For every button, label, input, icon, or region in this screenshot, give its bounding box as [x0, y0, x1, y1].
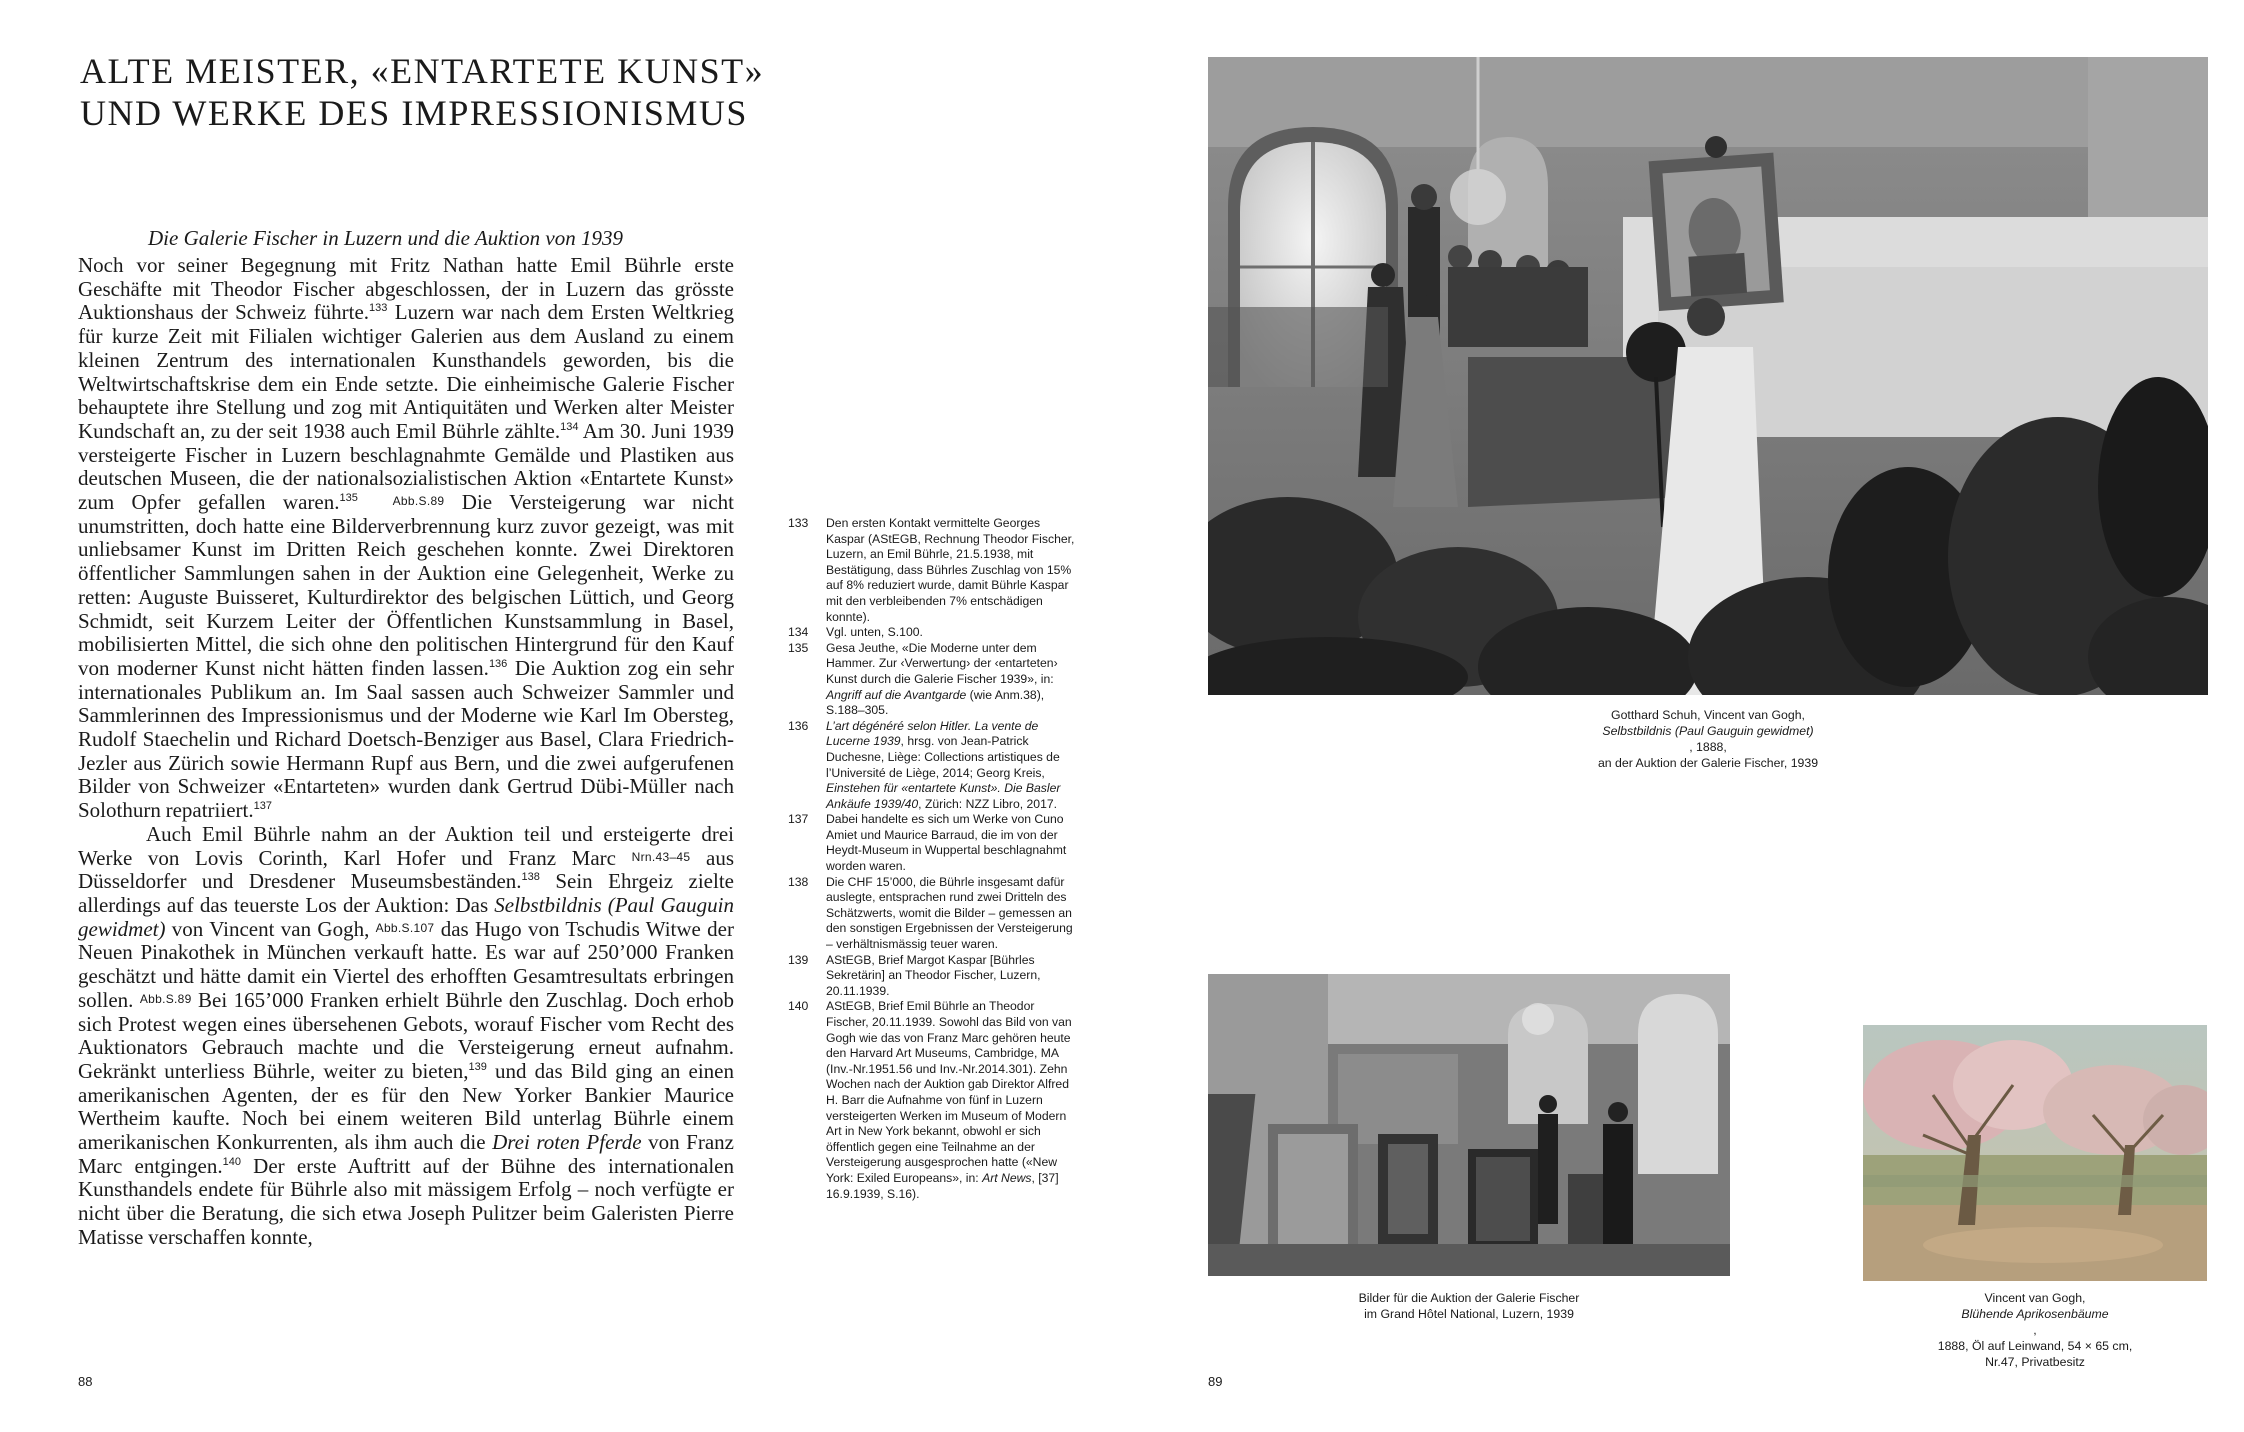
text-run: AStEGB, Brief Emil Bührle an Theodor Fischer, 20.11.1939. Sowohl das Bild von van Gogh wie das von Franz Marc gehören heute den Harvard Art Museums, Cambridge, MA (Inv.-Nr.1951.56 und Inv.-Nr.2014.301). Zehn Wochen nach der Auktion gab Direktor Alfred H. Barr die Aufnahme von fünf in Luzern versteigerten Werken im Museum of Modern Art in New York bekannt, obwohl er sich öffentlich gegen eine Teilnahme an der Versteigerung ausgesprochen hatte («New York: Exiled Europeans», in:: [826, 999, 1072, 1185]
text-run: (wie Anm.38), S.188–305.: [826, 687, 1045, 718]
chapter-title-line-2: UND WERKE DES IMPRESSIONISMUS: [80, 93, 748, 133]
footnote-number: 137: [788, 812, 809, 827]
artwork-title: Blühende Aprikosenbäume: [1961, 1307, 2109, 1321]
text-run: von Franz Marc entgingen.: [78, 1130, 734, 1178]
text-run: aus Düsseldorfer und Dresdener Museumsbeständen.: [78, 845, 734, 894]
footnote-text: [826, 719, 1076, 813]
auction-photo-drawing: [1208, 57, 2208, 695]
text-run: Die Auktion zog ein sehr internationales Publikum an. Im Saal sassen auch Schweizer Sammler und Sammlerinnen des Impressionismus und der Moderne wie Karl Im Obersteg, Rudolf Staechelin und Richard Doetsch-Benziger aus Basel, Clara Friedrich-Jezler aus Zürich sowie Hermann Rupf aus Bern, und die zwei aufgerufenen Bilder von Schweizer «Entarteten» wurden dank Gertrud Dübi-Müller nach Solothurn repatriiert.: [78, 655, 734, 823]
text-run: Gesa Jeuthe, «Die Moderne unter dem Hammer. Zur ‹Verwertung› der ‹entarteten› Kunst durch die Galerie Fischer 1939», in:: [826, 640, 1058, 686]
book-title: L’art dégénéré selon Hitler. La vente de Lucerne 1939: [826, 718, 1039, 749]
paragraph-2: [78, 823, 734, 1250]
footnote-ref-133[interactable]: 133: [369, 302, 388, 315]
section-heading: Die Galerie Fischer in Luzern und die Auktion von 1939: [148, 226, 623, 250]
caption-line: im Grand Hôtel National, Luzern, 1939: [1364, 1307, 1574, 1321]
footnote-number: 136: [788, 718, 809, 733]
book-title: Einstehen für «entartete Kunst». Die Basler Ankäufe 1939/40: [826, 781, 1061, 811]
artwork-title: Selbstbildnis (Paul Gauguin gewidmet): [78, 892, 734, 941]
footnote-ref-137[interactable]: 137: [253, 800, 272, 813]
text-run: Luzern war nach dem Ersten Weltkrieg für kurze Zeit mit Filialen wichtiger Galerien aus dem Ausland zu einem kleinen Zentrum des internationalen Kunsthandels geworden, bis die Weltwirtschaftskrise dem ein Ende setzte. Die einheimische Galerie Fischer behauptete ihre Stellung und zog mit Antiquitäten und Werken alter Meister Kundschaft an, zu der seit 1938 auch Emil Bührle zählte.: [78, 300, 734, 443]
page-number-right: 89: [1208, 1374, 1223, 1389]
footnote-text: [826, 641, 1076, 719]
caption-line: an der Auktion der Galerie Fischer, 1939: [1597, 756, 1819, 770]
text-run: Noch vor seiner Begegnung mit Fritz Nathan hatte Emil Bührle erste Geschäfte mit Theodor Fischer abgeschlossen, der in Luzern das grösste Auktionshaus der Schweiz führte.: [78, 253, 734, 325]
text-run: Die Versteigerung war nicht unumstritten, doch hatte eine Bilderverbrennung kurz zuvor gezeigt, was mit unliebsamer Kunst im Dritten Reich geschehen konnte. Zwei Direktoren öffentlicher Sammlungen sahen in der Auktion eine Gelegenheit, Werke zu retten: Auguste Buisseret, Kulturdirektor des belgischen Lüttich, und Georg Schmidt, seit Kurzem Leiter der Öffentlichen Kunstsammlung in Basel, mobilisierten Mittel, die sich ohne den politischen Hintergrund für den Kauf von moderner Kunst nicht hätten finden lassen.: [78, 490, 735, 680]
paragraph-1: [78, 254, 734, 823]
body-text: [78, 254, 734, 1250]
footnote-137: [788, 812, 1078, 874]
footnote-text: Vgl. unten, S.100.: [826, 625, 923, 640]
caption-auction-photo: [1208, 707, 2208, 771]
footnote-number: 135: [788, 640, 809, 655]
text-run: , 1888,: [1689, 740, 1727, 754]
footnote-ref-139[interactable]: 139: [468, 1060, 487, 1073]
artwork-title: Drei roten Pferde: [492, 1130, 642, 1155]
page-number-left: 88: [78, 1374, 93, 1389]
text-run: Auch Emil Bührle nahm an der Auktion teil und ersteigerte drei Werke von Lovis Corinth, Karl Hofer und Franz Marc: [78, 821, 734, 870]
footnote-134: [788, 625, 1078, 641]
footnote-number: 138: [788, 874, 809, 889]
figure-reference[interactable]: Abb.S.89: [392, 494, 445, 509]
caption-line: Bilder für die Auktion der Galerie Fischer: [1358, 1291, 1580, 1305]
text-run: , Zürich: NZZ Libro, 2017.: [918, 796, 1058, 811]
footnote-138: [788, 875, 1078, 953]
text-run: Bei 165’000 Franken erhielt Bührle den Zuschlag. Doch erhob sich Protest wegen eines übersehenen Gebots, worauf Fischer vom Recht des Auktionators Gebrauch machte und die Versteigerung erneut aufnahm. Gekränkt unterliess Bührle, weiter zu bieten,: [78, 987, 734, 1083]
auction-photo: [1208, 57, 2208, 695]
paintings-hall-photo: [1208, 974, 1730, 1276]
footnote-text: AStEGB, Brief Margot Kaspar [Bührles Sekretärin] an Theodor Fischer, Luzern, 20.11.1939.: [826, 952, 1041, 998]
text-run: Der erste Auftritt auf der Bühne des internationalen Kunsthandels endete für Bührle also mit mässigem Erfolg – noch verfügte er nicht über die Beratung, die sich etwa Joseph Pulitzer beim Galeristen Pierre Matisse verschaffen konnte,: [78, 1153, 734, 1249]
footnote-number: 139: [788, 952, 809, 967]
chapter-title: [80, 50, 780, 134]
text-run: von Vincent van Gogh,: [165, 916, 376, 941]
caption-paintings-hall-photo: [1208, 1290, 1730, 1322]
footnote-text: Dabei handelte es sich um Werke von Cuno Amiet und Maurice Barraud, die im von der Heydt-Museum in Wuppertal beschlagnahmt worden waren.: [826, 812, 1067, 874]
footnote-136: [788, 719, 1078, 813]
caption-line: 1888, Öl auf Leinwand, 54 × 65 cm,: [1937, 1339, 2133, 1353]
footnote-text: Die CHF 15’000, die Bührle insgesamt dafür auslegte, entsprachen rund zwei Dritteln des Schätzwerts, womit die Bilder – gemessen an den sonstigen Ergebnissen der Versteigerung – verhältnismässig teuer waren.: [826, 874, 1073, 952]
text-run: Gotthard Schuh, Vincent van Gogh,: [1611, 708, 1805, 722]
paintings-hall-drawing: [1208, 974, 1730, 1276]
apricot-trees-painting: [1863, 1025, 2207, 1281]
text-run: , [37] 16.9.1939, S.16).: [826, 1170, 1059, 1201]
footnote-ref-135[interactable]: 135: [339, 492, 358, 505]
right-page: [1122, 0, 2244, 1432]
text-run: ,: [2033, 1323, 2037, 1337]
text-run: Vincent van Gogh,: [1984, 1291, 2086, 1305]
footnote-ref-136[interactable]: 136: [488, 657, 508, 670]
journal-title: Art News: [982, 1170, 1032, 1185]
text-run: und das Bild ging an einen amerikanischen Agenten, der es für den New Yorker Bankier Maurice Wertheim kaufte. Noch bei einem weiteren Bild unterlag Bührle einem amerikanischen Konkurrenten, als ihm auch die: [78, 1058, 734, 1155]
footnote-ref-140[interactable]: 140: [222, 1155, 241, 1168]
caption-line: Nr.47, Privatbesitz: [1985, 1355, 2085, 1369]
figure-reference[interactable]: Abb.S.89: [139, 991, 192, 1006]
footnote-ref-138[interactable]: 138: [521, 871, 540, 884]
caption-apricot-trees-painting: [1838, 1290, 2232, 1370]
catalogue-reference[interactable]: Nrn.43–45: [631, 849, 691, 864]
footnote-ref-134[interactable]: 134: [560, 420, 579, 433]
footnote-140: [788, 999, 1078, 1202]
caption-line: [1838, 1290, 2232, 1338]
footnote-135: [788, 641, 1078, 719]
footnote-number: 140: [788, 999, 809, 1014]
footnote-text: Den ersten Kontakt vermittelte Georges Kaspar (AStEGB, Rechnung Theodor Fischer, Luzern, an Emil Bührle, 21.5.1938, mit Bestätigung, dass Bührles Zuschlag von 15% auf 8% reduziert wurde, damit Bührle Kaspar mit den verbleibenden 7% entschädigen konnte).: [826, 516, 1075, 624]
figure-reference[interactable]: Abb.S.107: [375, 920, 435, 935]
footnote-133: [788, 516, 1078, 625]
footnotes: [788, 516, 1078, 1202]
text-run: , hrsg. von Jean-Patrick Duchesne, Liège: Collections artistiques de l’Université de Liège, 2014; Georg Kreis,: [826, 734, 1060, 780]
text-run: Sein Ehrgeiz zielte allerdings auf das teuerste Los der Auktion: Das: [78, 869, 734, 917]
apricot-trees-drawing: [1863, 1025, 2207, 1281]
footnote-number: 133: [788, 516, 809, 530]
text-run: das Hugo von Tschudis Witwe der Neuen Pinakothek in München verkauft hatte. Es war auf 250’000 Franken geschätzt und hätte damit ein Viertel des erhofften Gesamtresultats erbringen sollen.: [78, 916, 734, 1012]
book-title: Angriff auf die Avantgarde: [826, 687, 967, 702]
footnote-139: [788, 953, 1078, 1000]
footnote-number: 134: [788, 625, 809, 640]
footnote-text: [826, 999, 1076, 1202]
caption-line: [1208, 707, 2208, 755]
text-run: Am 30. Juni 1939 versteigerte Fischer in Luzern beschlagnahmte Gemälde und Plastiken aus deutschen Museen, die der nationalsozialistischen Aktion «Entartete Kunst» zum Opfer gefallen waren.: [78, 418, 734, 515]
chapter-title-line-1: ALTE MEISTER, «ENTARTETE KUNST»: [80, 51, 765, 91]
artwork-title: Selbstbildnis (Paul Gauguin gewidmet): [1602, 724, 1814, 738]
